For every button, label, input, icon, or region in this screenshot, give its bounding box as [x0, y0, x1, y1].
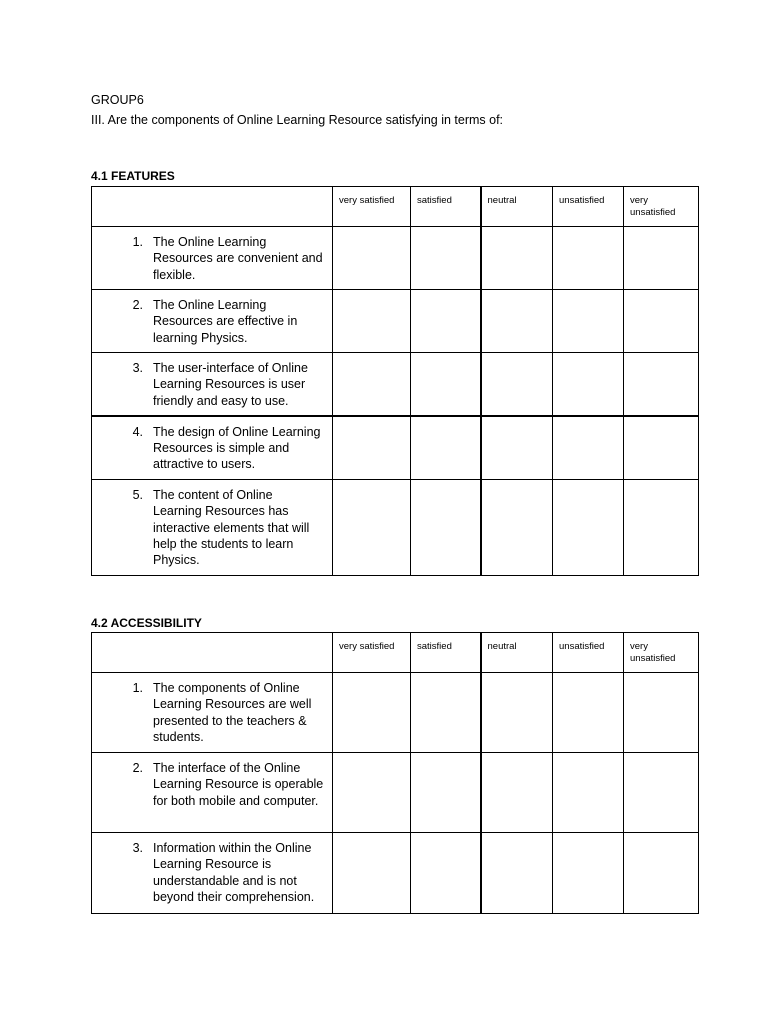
- item-number: 3.: [132, 361, 143, 375]
- rating-cell-unsatisfied[interactable]: [553, 227, 624, 290]
- item-statement: [92, 833, 333, 914]
- rating-cell-very-unsatisfied[interactable]: [624, 416, 699, 480]
- rating-cell-very-satisfied[interactable]: [333, 480, 411, 576]
- item-statement: [92, 290, 333, 353]
- rating-cell-very-satisfied[interactable]: [333, 833, 411, 914]
- rating-cell-very-satisfied[interactable]: [333, 753, 411, 833]
- item-text: The interface of the Online Learning Resource is operable for both mobile and computer.: [153, 761, 324, 808]
- item-text: The Online Learning Resources are effective in learning Physics.: [153, 298, 298, 345]
- rating-cell-unsatisfied[interactable]: [553, 416, 624, 480]
- scale-unsatisfied: unsatisfied: [553, 633, 624, 673]
- scale-very-satisfied: very satisfied: [333, 633, 411, 673]
- item-number: 3.: [132, 841, 143, 855]
- rating-cell-unsatisfied[interactable]: [553, 290, 624, 353]
- rating-cell-neutral[interactable]: [481, 290, 553, 353]
- scale-neutral: neutral: [481, 187, 553, 227]
- rating-cell-neutral[interactable]: [481, 673, 553, 753]
- item-statement: [92, 673, 333, 753]
- rating-cell-satisfied[interactable]: [411, 416, 481, 480]
- scale-header-row: [92, 633, 699, 673]
- rating-cell-unsatisfied[interactable]: [553, 833, 624, 914]
- item-text: Information within the Online Learning Resource is understandable and is not beyond their comprehension.: [153, 841, 315, 904]
- rating-cell-very-satisfied[interactable]: [333, 416, 411, 480]
- blank-header-cell: [92, 187, 333, 227]
- features-rating-table: [91, 186, 699, 576]
- scale-very-unsatisfied: very unsatisfied: [624, 633, 699, 673]
- item-number: 1.: [132, 235, 143, 249]
- rating-cell-satisfied[interactable]: [411, 290, 481, 353]
- table-row: [92, 416, 699, 480]
- rating-cell-very-unsatisfied[interactable]: [624, 673, 699, 753]
- table-row: [92, 227, 699, 290]
- item-text: The components of Online Learning Resources are well presented to the teachers & students.: [153, 681, 312, 744]
- table-row: [92, 480, 699, 576]
- scale-satisfied: satisfied: [411, 633, 481, 673]
- item-text: The user-interface of Online Learning Resources is user friendly and easy to use.: [153, 361, 308, 408]
- rating-cell-unsatisfied[interactable]: [553, 673, 624, 753]
- scale-satisfied: satisfied: [411, 187, 481, 227]
- item-statement: [92, 480, 333, 576]
- item-text: The Online Learning Resources are convenient and flexible.: [153, 235, 323, 282]
- table-row: [92, 753, 699, 833]
- item-number: 5.: [132, 488, 143, 502]
- item-statement: [92, 416, 333, 480]
- item-number: 2.: [132, 761, 143, 775]
- rating-cell-very-satisfied[interactable]: [333, 353, 411, 416]
- table-row: [92, 673, 699, 753]
- rating-cell-neutral[interactable]: [481, 753, 553, 833]
- group-label: GROUP6: [91, 93, 144, 107]
- item-text: The design of Online Learning Resources is simple and attractive to users.: [153, 424, 321, 472]
- rating-cell-neutral[interactable]: [481, 416, 553, 480]
- item-text: The content of Online Learning Resources has interactive elements that will help the students to learn Physics.: [153, 488, 310, 568]
- item-number: 1.: [132, 681, 143, 695]
- rating-cell-neutral[interactable]: [481, 833, 553, 914]
- survey-question: III. Are the components of Online Learning Resource satisfying in terms of:: [91, 113, 504, 127]
- rating-cell-very-unsatisfied[interactable]: [624, 227, 699, 290]
- rating-cell-neutral[interactable]: [481, 480, 553, 576]
- item-number: 4.: [132, 424, 143, 439]
- scale-very-unsatisfied: very unsatisfied: [624, 187, 699, 227]
- table-row: [92, 833, 699, 914]
- rating-cell-very-satisfied[interactable]: [333, 290, 411, 353]
- rating-cell-satisfied[interactable]: [411, 833, 481, 914]
- table-row: [92, 290, 699, 353]
- accessibility-rating-table: [91, 632, 699, 914]
- rating-cell-very-unsatisfied[interactable]: [624, 480, 699, 576]
- rating-cell-unsatisfied[interactable]: [553, 753, 624, 833]
- item-statement: [92, 753, 333, 833]
- table-row: [92, 353, 699, 416]
- rating-cell-very-satisfied[interactable]: [333, 673, 411, 753]
- rating-cell-very-unsatisfied[interactable]: [624, 753, 699, 833]
- item-statement: [92, 353, 333, 416]
- rating-cell-neutral[interactable]: [481, 227, 553, 290]
- rating-cell-very-unsatisfied[interactable]: [624, 833, 699, 914]
- rating-cell-very-unsatisfied[interactable]: [624, 290, 699, 353]
- scale-unsatisfied: unsatisfied: [553, 187, 624, 227]
- rating-cell-satisfied[interactable]: [411, 753, 481, 833]
- rating-cell-satisfied[interactable]: [411, 673, 481, 753]
- item-number: 2.: [132, 298, 143, 312]
- item-statement: [92, 227, 333, 290]
- rating-cell-very-unsatisfied[interactable]: [624, 353, 699, 416]
- rating-cell-neutral[interactable]: [481, 353, 553, 416]
- scale-header-row: [92, 187, 699, 227]
- scale-neutral: neutral: [481, 633, 553, 673]
- rating-cell-satisfied[interactable]: [411, 480, 481, 576]
- section-title-features: 4.1 FEATURES: [91, 169, 175, 183]
- rating-cell-unsatisfied[interactable]: [553, 353, 624, 416]
- rating-cell-very-satisfied[interactable]: [333, 227, 411, 290]
- rating-cell-unsatisfied[interactable]: [553, 480, 624, 576]
- rating-cell-satisfied[interactable]: [411, 227, 481, 290]
- rating-cell-satisfied[interactable]: [411, 353, 481, 416]
- section-title-accessibility: 4.2 ACCESSIBILITY: [91, 616, 202, 630]
- scale-very-satisfied: very satisfied: [333, 187, 411, 227]
- blank-header-cell: [92, 633, 333, 673]
